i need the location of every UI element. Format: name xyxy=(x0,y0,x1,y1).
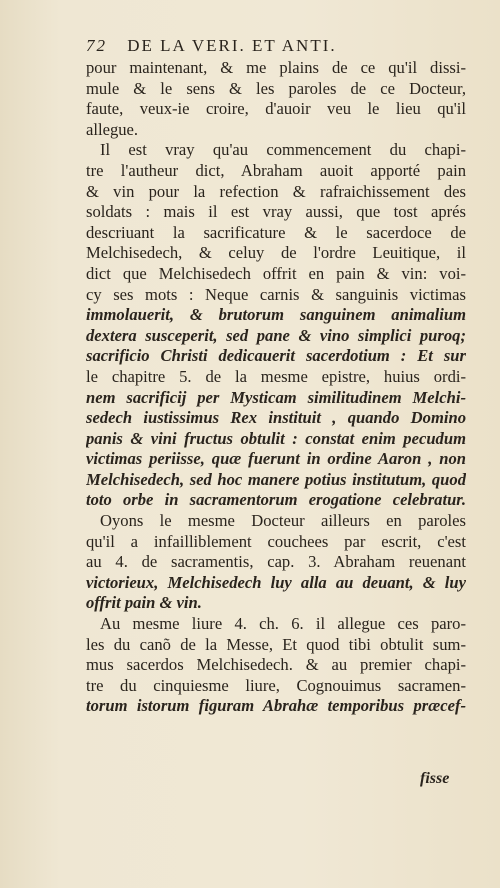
latin-quote-line: toto orbe in sacramentorum erogatione celebratur. xyxy=(86,490,466,510)
text-line: pour maintenant, & me plains de ce qu'il dissi- xyxy=(86,58,466,77)
text-line: & vin pour la refection & rafraichissement des xyxy=(86,181,466,201)
latin-quote-line: victimas periisse, quæ fuerunt in ordine Aaron , non xyxy=(86,449,466,469)
latin-quote-line: sedech iustissimus Rex instituit , quando Domino xyxy=(86,408,466,428)
text-line: descriuant la sacrificature & le sacerdoce de xyxy=(86,222,466,242)
text-line: soldats : mais il est vray aussi, que tost aprés xyxy=(86,202,466,222)
latin-quote-line: torum istorum figuram Abrahæ temporibus præcef- xyxy=(86,696,466,716)
text-line: cy ses mots : Neque carnis & sanguinis victimas xyxy=(86,284,466,304)
paragraph-start: Au mesme liure 4. ch. 6. il allegue ces paro- xyxy=(100,614,466,634)
text-line: dict que Melchisedech offrit en pain & vin: voi- xyxy=(86,263,466,283)
text-line: qu'il a infailliblement couchees par escrit, c'est xyxy=(86,531,466,551)
text-line: faute, veux-ie croire, d'auoir veu le lieu qu'il xyxy=(86,99,466,119)
text-line: les du canõ de la Messe, Et quod tibi obtulit sum- xyxy=(86,634,466,654)
latin-quote-line: nem sacrificij per Mysticam similitudinem Melchi- xyxy=(86,387,466,407)
running-title: DE LA VERI. ET ANTI. xyxy=(127,36,337,55)
latin-quote-line: sacrificio Christi dedicauerit sacerdotium : Et sur xyxy=(86,346,466,366)
text-line: Melchisedech, & celuy de l'ordre Leuitique, il xyxy=(86,243,466,263)
latin-quote-line: dextera susceperit, sed pane & vino simplici puroq; xyxy=(86,325,466,345)
text-line: tre l'autheur dict, Abraham auoit apporté pain xyxy=(86,160,466,180)
text-line: le chapitre 5. de la mesme epistre, huius ordi- xyxy=(86,366,466,386)
text-line: allegue. xyxy=(86,119,139,139)
latin-quote-line: victorieux, Melchisedech luy alla au deuant, & luy xyxy=(86,572,466,592)
text-line: tre du cinquiesme liure, Cognouimus sacramen- xyxy=(86,675,466,695)
latin-quote-line: offrit pain & vin. xyxy=(86,593,202,613)
running-header xyxy=(86,36,466,56)
text-line: au 4. de sacramentis, cap. 3. Abraham reuenant xyxy=(86,552,466,572)
text-line: mus sacerdos Melchisedech. & au premier chapi- xyxy=(86,655,466,675)
latin-quote-line: Melchisedech, sed hoc manere potius institutum, quod xyxy=(86,469,466,489)
latin-quote-line: panis & vini fructus obtulit : constat enim pecudum xyxy=(86,428,466,448)
page-body xyxy=(86,58,466,717)
page-number: 72 xyxy=(86,36,107,55)
text-line: mule & le sens & les paroles de ce Docteur, xyxy=(86,78,466,98)
catchword: fisse xyxy=(420,770,450,787)
latin-quote-line: immolauerit, & brutorum sanguinem animalium xyxy=(86,305,466,325)
paragraph-start: Il est vray qu'au commencement du chapi- xyxy=(100,140,466,160)
paragraph-start: Oyons le mesme Docteur ailleurs en paroles xyxy=(100,511,466,531)
